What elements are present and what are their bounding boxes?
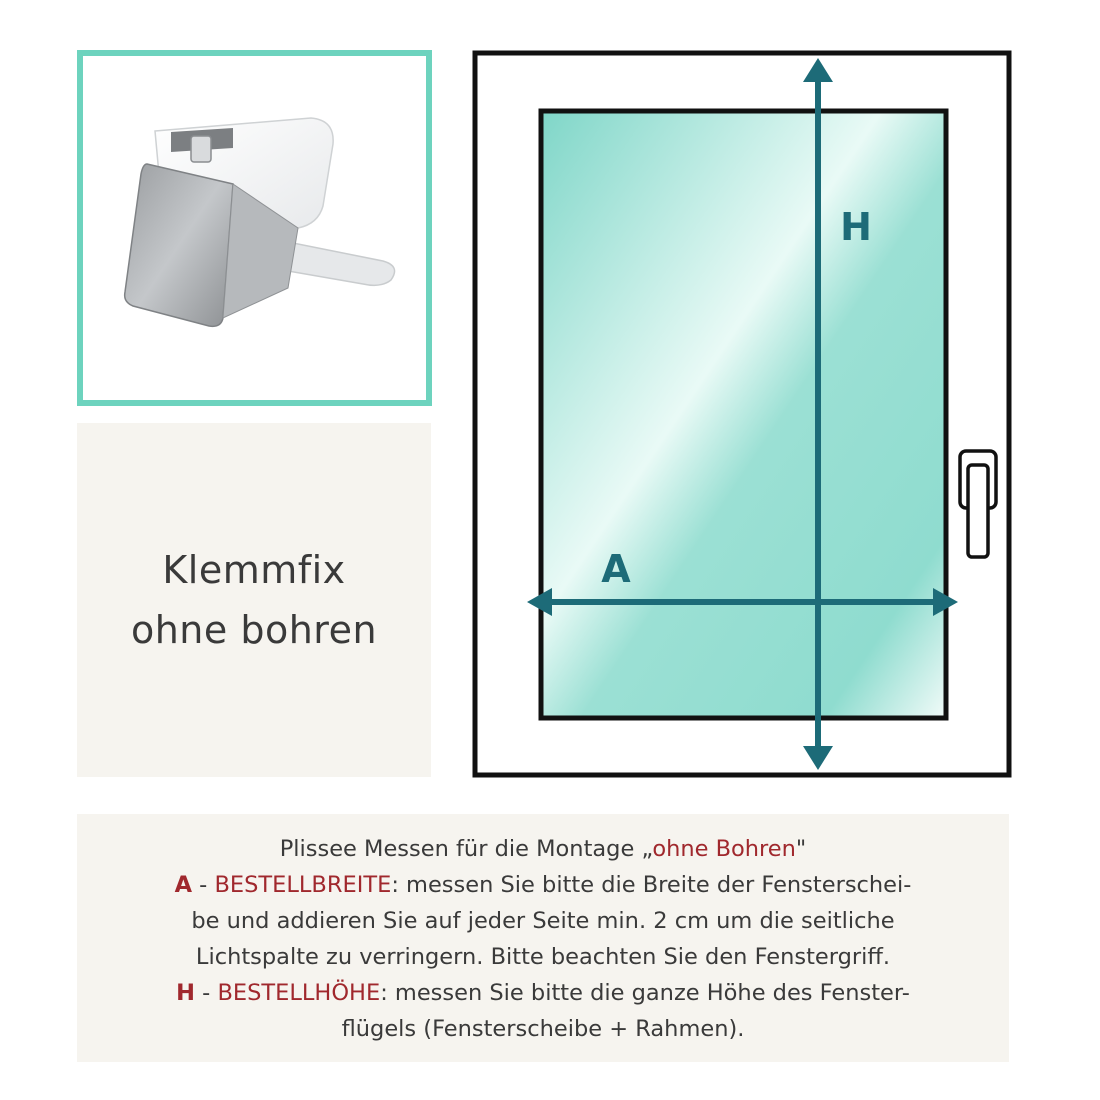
width-letter: A [174,872,193,898]
intro-highlight: ohne Bohren [652,836,796,862]
product-image-frame [77,50,432,406]
height-term: BESTELLHÖHE [217,980,381,1006]
label-line-2: ohne bohren [130,608,378,652]
height-label: H [840,205,872,249]
intro-suffix: " [795,836,807,862]
width-term: BESTELLBREITE [214,872,392,898]
measuring-instructions [77,814,1009,1062]
window-glass [541,111,946,718]
mounting-label [77,423,431,777]
width-separator: - [192,872,215,898]
label-line-1: Klemmfix [162,548,346,592]
width-text: : messen Sie bitte die Breite der Fensterschei- [391,872,912,898]
width-instruction-line-2: be und addieren Sie auf jeder Seite min. 2 cm um die seitliche [191,908,895,934]
height-instruction-line-1 [77,975,1009,1011]
window-measurement-diagram [472,50,1012,780]
height-instruction-line-2: flügels (Fensterscheibe + Rahmen). [341,1016,745,1042]
intro-line [77,831,1009,867]
intro-text: Plissee Messen für die Montage „ [279,836,653,862]
width-instruction-line-3: Lichtspalte zu verringern. Bitte beachten Sie den Fenstergriff. [195,944,891,970]
width-instruction-line-1 [77,867,1009,903]
width-label: A [601,547,631,591]
height-letter: H [176,980,196,1006]
clamp-bracket-icon [83,56,426,400]
height-separator: - [195,980,218,1006]
height-text: : messen Sie bitte die ganze Höhe des Fenster- [380,980,910,1006]
